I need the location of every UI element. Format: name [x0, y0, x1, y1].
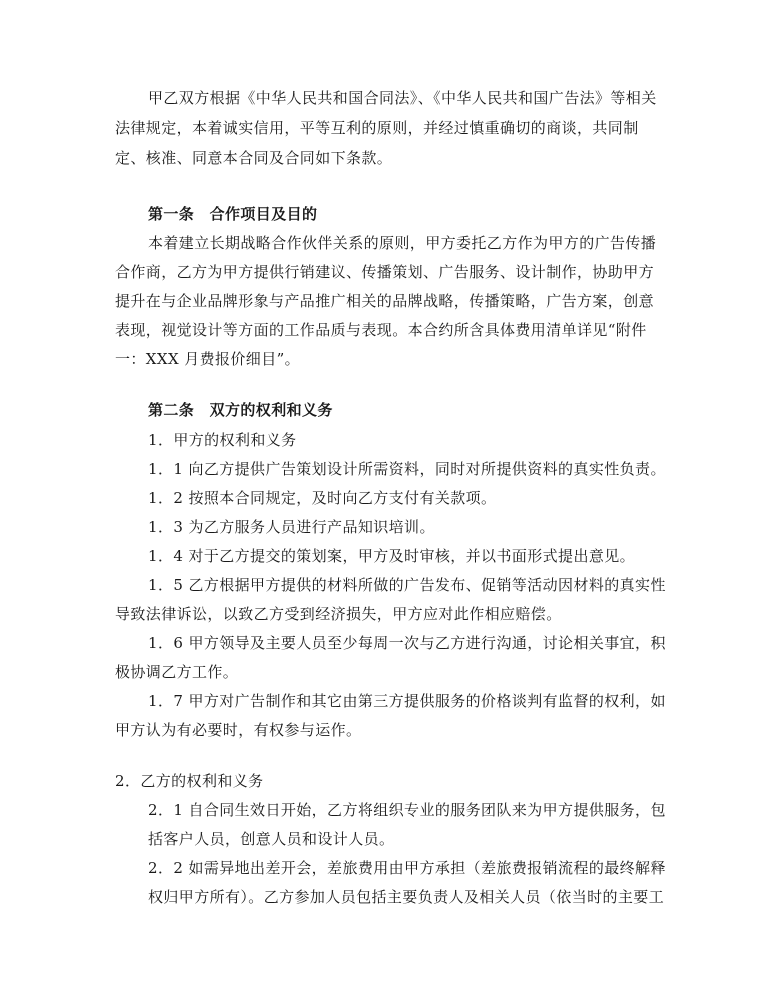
intro-line: 定、核准、同意本合同及合同如下条款。	[115, 149, 393, 167]
party-a-item: 极协调乙方工作。	[115, 663, 239, 681]
intro-line: 甲乙双方根据《中华人民共和国合同法》、《中华人民共和国广告法》等相关	[148, 89, 657, 107]
article-1-title: 第一条 合作项目及目的	[148, 205, 318, 223]
party-b-item: 2．2 如需异地出差开会，差旅费用由甲方承担（差旅费报销流程的最终解释	[148, 859, 666, 877]
party-b-item: 权归甲方所有）。乙方参加人员包括主要负责人及相关人员（依当时的主要工	[148, 888, 665, 906]
article-1-line: 合作商，乙方为甲方提供行销建议、传播策划、广告服务、设计制作，协助甲方	[115, 263, 655, 281]
party-a-item: 1．3 为乙方服务人员进行产品知识培训。	[148, 518, 435, 536]
article-2-title: 第二条 双方的权利和义务	[148, 401, 333, 419]
party-a-item: 1．4 对于乙方提交的策划案，甲方及时审核，并以书面形式提出意见。	[148, 547, 636, 565]
article-1-line: 一：XXX 月费报价细目”。	[115, 350, 301, 368]
intro-line: 法律规定，本着诚实信用，平等互利的原则，并经过慎重确切的商谈，共同制	[115, 119, 639, 137]
party-b-heading: 2．乙方的权利和义务	[115, 772, 264, 790]
party-a-item: 1．6 甲方领导及主要人员至少每周一次与乙方进行沟通，讨论相关事宜，积	[148, 634, 666, 652]
party-a-heading: 1．甲方的权利和义务	[148, 431, 297, 449]
party-a-item: 甲方认为有必要时，有权参与运作。	[115, 721, 362, 739]
party-a-item: 1．5 乙方根据甲方提供的材料所做的广告发布、促销等活动因材料的真实性	[148, 576, 666, 594]
article-1-line: 表现，视觉设计等方面的工作品质与表现。本合约所含具体费用清单详见“附件	[115, 321, 647, 339]
party-a-item: 1．1 向乙方提供广告策划设计所需资料，同时对所提供资料的真实性负责。	[148, 460, 666, 478]
party-a-item: 导致法律诉讼，以致乙方受到经济损失，甲方应对此作相应赔偿。	[115, 605, 562, 623]
article-1-line: 提升在与企业品牌形象与产品推广相关的品牌战略，传播策略，广告方案，创意	[115, 292, 655, 310]
party-a-item: 1．7 甲方对广告制作和其它由第三方提供服务的价格谈判有监督的权利，如	[148, 692, 666, 710]
party-b-item: 2．1 自合同生效日开始，乙方将组织专业的服务团队来为甲方提供服务，包	[148, 801, 666, 819]
party-a-item: 1．2 按照本合同规定，及时向乙方支付有关款项。	[148, 489, 497, 507]
article-1-line: 本着建立长期战略合作伙伴关系的原则，甲方委托乙方作为甲方的广告传播	[148, 234, 657, 252]
party-b-item: 括客户人员，创意人员和设计人员。	[148, 830, 395, 848]
